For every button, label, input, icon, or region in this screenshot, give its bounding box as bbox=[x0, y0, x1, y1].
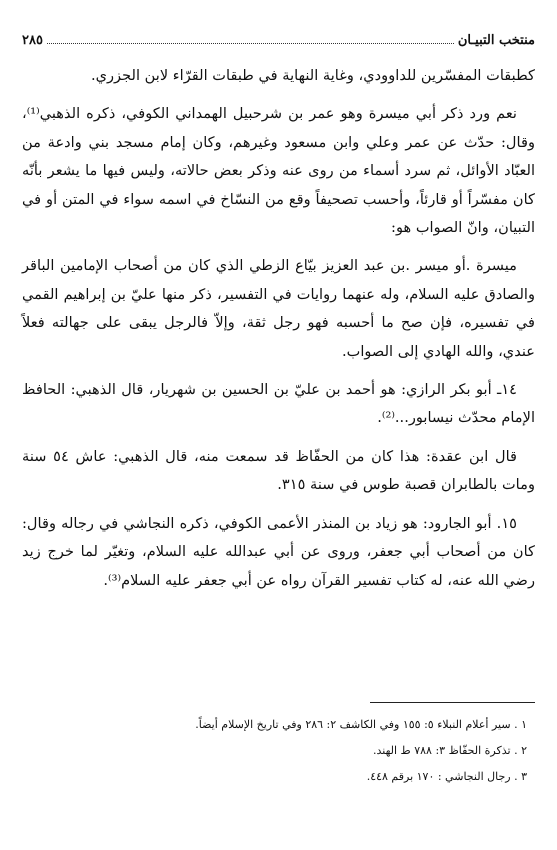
page-number: ٢٨٥ bbox=[22, 33, 43, 48]
footnote-separator bbox=[370, 702, 535, 703]
book-title: منتخب التبيـان bbox=[457, 33, 535, 48]
running-header bbox=[22, 33, 535, 53]
header-dotted-leader bbox=[47, 42, 454, 44]
paragraph-abu-al-jarud: ١٥. أبو الجارود: هو زياد بن المنذر الأعمى الكوفي، ذكره النجاشي في رجاله وقال: كان من أصحاب أبي جعفر، وروى عن أبي عبدالله عليه السلام، وتغيّر لما خرج زيد رضي الله عنه، له كتاب تفسير القرآن رواه عن أبي جعفر عليه السلام⁽³⁾. bbox=[22, 514, 535, 589]
paragraph-abu-maysara: نعم ورد ذكر أبي ميسرة وهو عمر بن شرحبيل الهمداني الكوفي، ذكره الذهبي⁽¹⁾، وقال: حدّث عن عمر وعلي وابن مسعود وغيرهم، وكان إمام مسجد بني وادعة من العبّاد الأوائل، ثم سرد أسماء من روى عنه وذكر بعض حالاته، وليس فيها ما يشعر بأنّه كان مفسّراً أو قارئاً، وأحسب تصحيفاً وقع من النسّاخ في اسمه سواء في المتن أو في التبيان، وانّ الصواب هو: bbox=[22, 105, 535, 237]
footnote-1: ١ . سير أعلام النبلاء ٥: ١٥٥ وفي الكاشف ٢: ٢٨٦ وفي تاريخ الإسلام أيضاً. bbox=[195, 718, 527, 731]
paragraph-abu-bakr-razi: ١٤ـ أبو بكر الرازي: هو أحمد بن عليّ بن الحسين بن شهريار، قال الذهبي: الحافظ الإمام محدّث نيسابور...⁽²⁾. bbox=[22, 381, 535, 427]
footnotes bbox=[22, 712, 527, 790]
main-text bbox=[22, 62, 535, 595]
paragraph-maysara: ميسرة .أو ميسر .بن عبد العزيز بيّاع الزطي الذي كان من أصحاب الإمامين الباقر والصادق عليه السلام، وله عنهما روايات في التفسير، ذكر منها عليّ بن إبراهيم القمي في تفسيره، فإن صح ما أحسبه فهو رجل ثقة، وإلاّ فالرجل يبقى على جهالته فعلاً عندي، والله الهادي إلى الصواب. bbox=[22, 257, 535, 360]
paragraph-ibn-uqda: قال ابن عقدة: هذا كان من الحفّاظ قد سمعت منه، قال الذهبي: عاش ٥٤ سنة ومات بالطابران قصبة طوس في سنة ٣١٥. bbox=[22, 447, 535, 494]
paragraph-continuation: كطبقات المفسّرين للداوودي، وغاية النهاية في طبقات القرّاء لابن الجزري. bbox=[90, 67, 535, 84]
footnote-2: ٢ . تذكرة الحفّاظ ٣: ٧٨٨ ط الهند. bbox=[372, 744, 527, 757]
footnote-3: ٣ . رجال النجاشي : ١٧٠ برقم ٤٤٨. bbox=[366, 770, 527, 783]
